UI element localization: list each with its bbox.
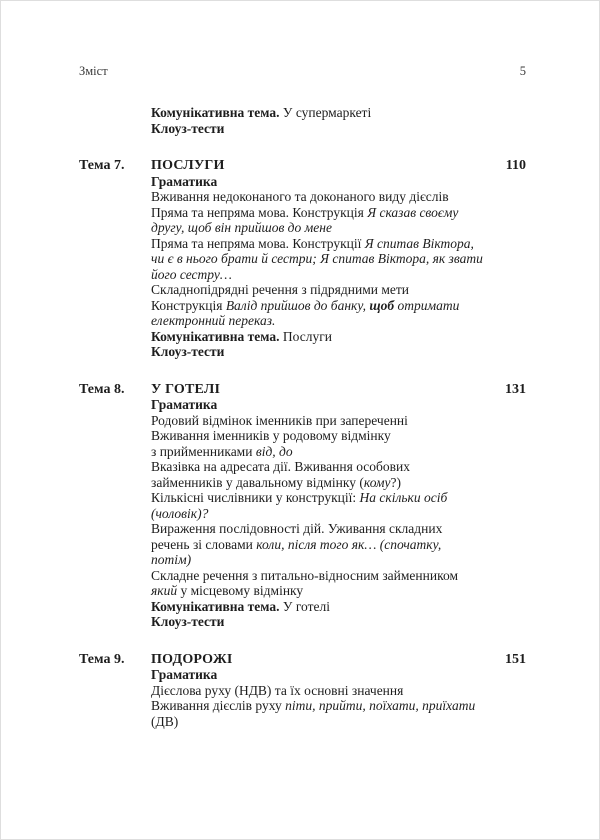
theme-title: ПОДОРОЖІ (151, 651, 233, 667)
toc-section (79, 105, 526, 136)
toc-line: Граматика (151, 173, 218, 189)
toc-line: Комунікативна тема. Послуги (151, 328, 332, 344)
theme-label: Тема 9. (79, 651, 125, 667)
header-title: Зміст (79, 64, 108, 78)
toc-line: (чоловік)? (151, 505, 209, 521)
theme-label: Тема 8. (79, 381, 125, 397)
toc-line: його сестру… (151, 266, 232, 282)
toc-line: Вживання дієслів руху піти, прийти, поїхати, приїхати (151, 698, 476, 713)
theme-page-number: 110 (505, 158, 526, 173)
toc-section (79, 382, 526, 630)
toc-section (79, 158, 526, 360)
toc-line: Клоуз-тести (151, 614, 225, 629)
toc-line: займенників у давальному відмінку (кому?) (151, 474, 402, 490)
toc-line: який у місцевому відмінку (151, 583, 304, 598)
theme-page-number: 151 (505, 651, 526, 667)
theme-title: У ГОТЕЛІ (151, 381, 221, 397)
toc-line: Родовий відмінок іменників при запереченні (151, 412, 408, 428)
toc-line: Складне речення з питально-відносним займенником (151, 567, 458, 583)
toc-line: Пряма та непряма мова. Конструкція Я сказав своєму (151, 204, 459, 220)
header-page-number: 5 (519, 64, 526, 78)
toc-line: Комунікативна тема. У супермаркеті (151, 105, 372, 120)
toc-line: Пряма та непряма мова. Конструкції Я спитав Віктора, (151, 235, 474, 251)
toc-line: з прийменниками від, до (151, 443, 293, 459)
toc-line: Складнопідрядні речення з підрядними мети (151, 282, 410, 297)
toc-body (151, 105, 526, 136)
toc-line: чи є в нього брати й сестри; Я спитав Віктора, як звати (151, 251, 483, 266)
toc (79, 105, 526, 729)
toc-line: Граматика (151, 397, 218, 412)
toc-line: Вживання іменників у родовому відмінку (151, 428, 391, 443)
toc-line: Вживання недоконаного та доконаного виду дієслів (151, 189, 449, 204)
toc-line: електронний переказ. (151, 313, 276, 328)
toc-line: Вказівка на адресата дії. Вживання особових (151, 459, 410, 474)
toc-line: Клоуз-тести (151, 120, 225, 136)
toc-line: Вираження послідовності дій. Уживання складних (151, 521, 443, 536)
toc-entry-heading (79, 158, 526, 174)
toc-line: (ДВ) (151, 713, 179, 729)
toc-line: Клоуз-тести (151, 344, 225, 359)
toc-body (151, 174, 526, 360)
toc-line: потім) (151, 552, 192, 567)
theme-title: ПОСЛУГИ (151, 158, 225, 173)
toc-line: Кількісні числівники у конструкції: На скільки осіб (151, 490, 448, 505)
toc-body (151, 397, 526, 630)
toc-entry-heading (79, 652, 526, 668)
toc-line: речень зі словами коли, після того як… (спочатку, (151, 536, 442, 552)
theme-label: Тема 7. (79, 158, 125, 173)
toc-line: Комунікативна тема. У готелі (151, 598, 330, 614)
toc-line: Дієслова руху (НДВ) та їх основні значення (151, 682, 404, 698)
toc-line: Граматика (151, 667, 218, 682)
toc-entry-heading (79, 382, 526, 398)
toc-body (151, 667, 526, 729)
theme-page-number: 131 (505, 381, 526, 397)
toc-line: другу, щоб він прийшов до мене (151, 220, 332, 235)
toc-section (79, 652, 526, 730)
page-header (79, 64, 526, 78)
toc-line: Конструкція Валід прийшов до банку, щоб отримати (151, 297, 460, 313)
